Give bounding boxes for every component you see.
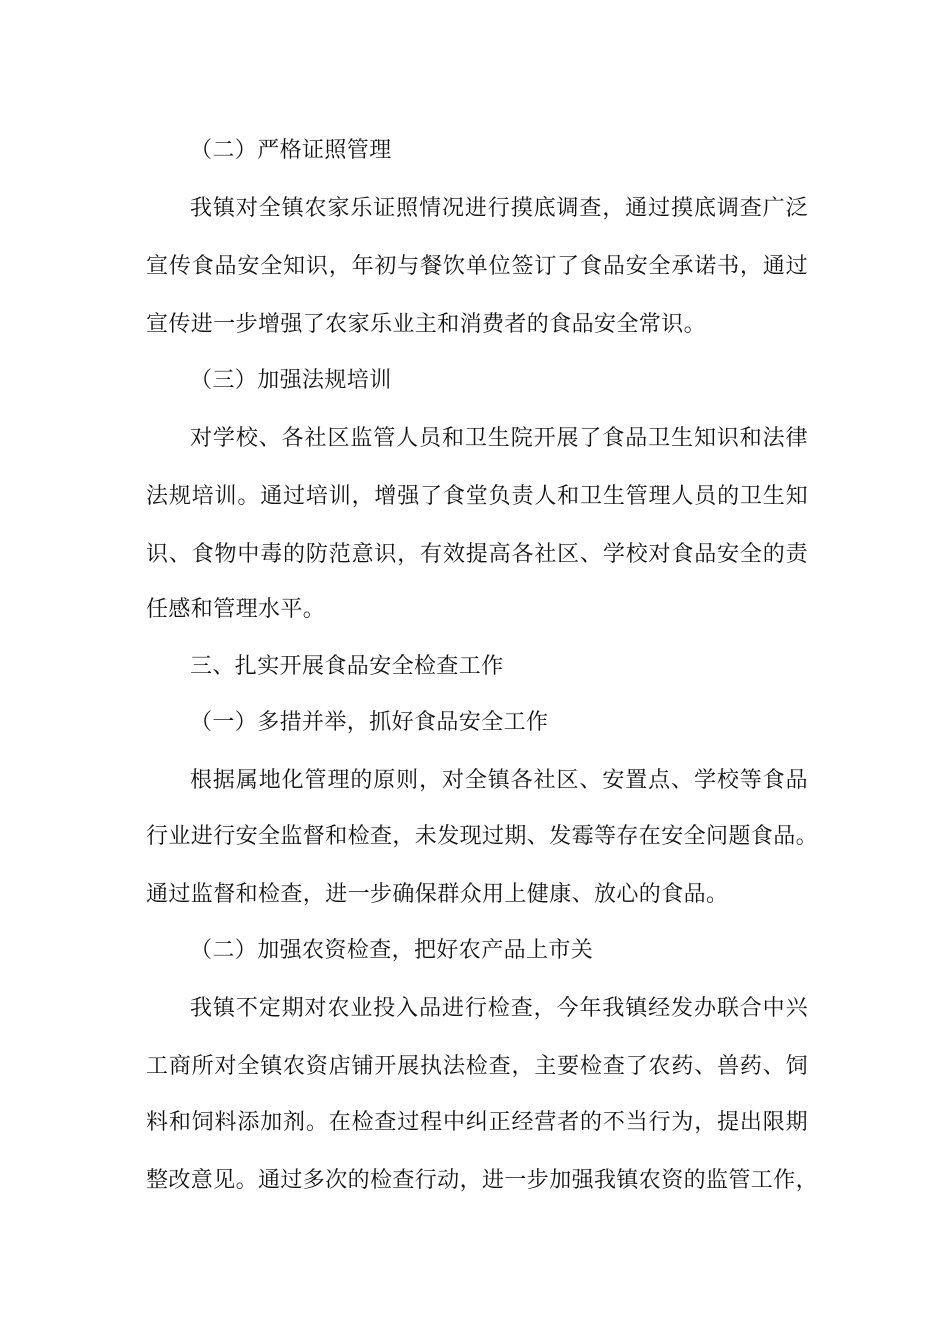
- section-heading-license-management: （二）严格证照管理: [190, 138, 392, 163]
- paragraph-line: 宣传进一步增强了农家乐业主和消费者的食品安全常识。: [146, 312, 707, 337]
- paragraph-line: 根据属地化管理的原则，对全镇各社区、安置点、学校等食品: [190, 768, 808, 793]
- paragraph-line: 料和饲料添加剂。在检查过程中纠正经营者的不当行为，提出限期: [146, 1110, 808, 1135]
- section-heading-regulation-training: （三）加强法规培训: [190, 368, 392, 393]
- paragraph-line: 任感和管理水平。: [146, 597, 326, 622]
- chapter-heading-inspection-work: 三、扎实开展食品安全检查工作: [190, 654, 504, 679]
- section-heading-agri-inspection: （二）加强农资检查，把好农产品上市关: [190, 938, 594, 963]
- paragraph-line: 我镇对全镇农家乐证照情况进行摸底调查，通过摸底调查广泛: [190, 196, 808, 221]
- paragraph-line: 通过监督和检查，进一步确保群众用上健康、放心的食品。: [146, 882, 729, 907]
- section-heading-multiple-measures: （一）多措并举，抓好食品安全工作: [190, 710, 549, 735]
- paragraph-line: 识、食物中毒的防范意识，有效提高各社区、学校对食品安全的责: [146, 542, 808, 567]
- paragraph-line: 法规培训。通过培训，增强了食堂负责人和卫生管理人员的卫生知: [146, 484, 808, 509]
- paragraph-line: 整改意见。通过多次的检查行动，进一步加强我镇农资的监管工作，: [146, 1168, 819, 1193]
- paragraph-line: 宣传食品安全知识，年初与餐饮单位签订了食品安全承诺书，通过: [146, 254, 808, 279]
- paragraph-line: 行业进行安全监督和检查，未发现过期、发霉等存在安全问题食品。: [146, 824, 819, 849]
- paragraph-line: 工商所对全镇农资店铺开展执法检查，主要检查了农药、兽药、饲: [146, 1054, 808, 1079]
- paragraph-line: 对学校、各社区监管人员和卫生院开展了食品卫生知识和法律: [190, 426, 808, 451]
- paragraph-line: 我镇不定期对农业投入品进行检查，今年我镇经发办联合中兴: [190, 996, 808, 1021]
